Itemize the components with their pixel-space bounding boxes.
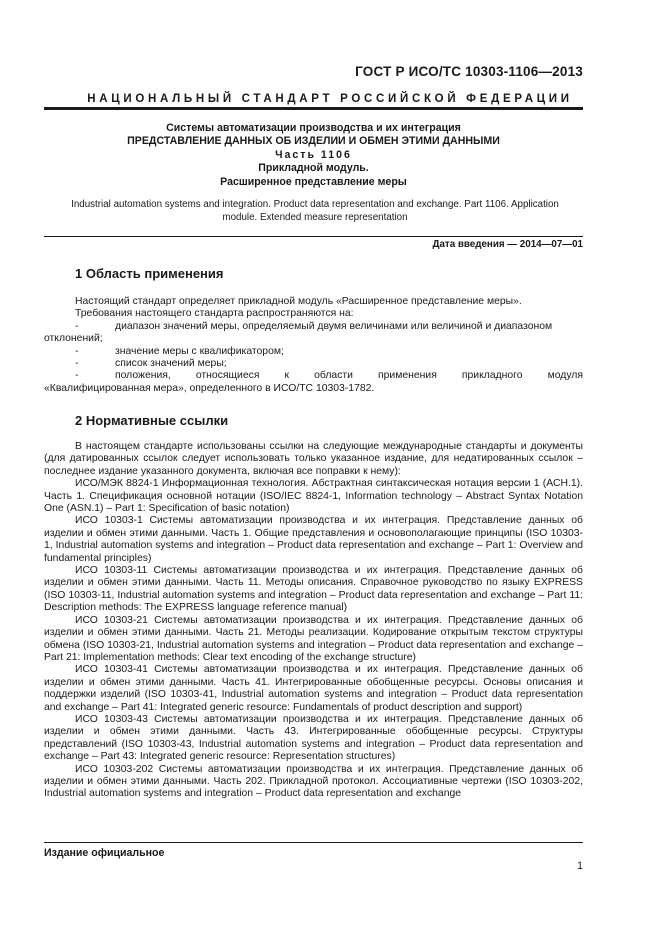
title-line-4: Прикладной модуль. <box>258 162 369 175</box>
list-item-text: положения, относящиеся к области применения прикладного модуля <box>115 370 583 382</box>
section-1-body <box>44 296 583 395</box>
section-1-heading: 1 Область применения <box>75 266 224 281</box>
section-1-paragraph: Настоящий стандарт определяет прикладной модуль «Расширенное представление меры». <box>75 296 522 307</box>
title-line-5: Расширенное представление меры <box>220 175 407 188</box>
reference-item: ИСО 10303-11 Системы автоматизации производства и их интеграция. Представление данных об изделии и обмен этими данными. Часть 11. Методы описания. Справочное руководство по языку EXPRESS (ISO 10303-11, Industrial automation systems and integration – Product data representation and exchange – Part 11: Description methods: The EXPRESS language reference manual) <box>44 565 583 614</box>
list-dash: - <box>75 370 79 382</box>
effective-date: Дата введения — 2014—07—01 <box>432 239 583 250</box>
header-rule <box>44 107 583 110</box>
list-dash: - <box>75 345 79 357</box>
english-title: Industrial automation systems and integration. Product data representation and exchange. Part 1106. Application module. Extended measure representation <box>71 199 559 223</box>
reference-item: ИСО/МЭК 8824-1 Информационная технология. Абстрактная синтаксическая нотация версии 1 (АСН.1). Часть 1. Спецификация основной нотации (ISO/IEC 8824-1, Information technology – Abstract Syntax Notation One (ASN.1) – Part 1: Specification of basic notation) <box>44 478 583 515</box>
list-item <box>44 321 583 333</box>
title-line-2: ПРЕДСТАВЛЕНИЕ ДАННЫХ ОБ ИЗДЕЛИИ И ОБМЕН ЭТИМИ ДАННЫМИ <box>127 135 500 148</box>
national-standard-heading: НАЦИОНАЛЬНЫЙ СТАНДАРТ РОССИЙСКОЙ ФЕДЕРАЦИИ <box>87 93 573 105</box>
list-dash: - <box>75 358 79 370</box>
standard-code: ГОСТ Р ИСО/ТС 10303-1106—2013 <box>355 64 583 79</box>
list-dash: - <box>75 320 79 332</box>
section-1-paragraph: Требования настоящего стандарта распространяются на: <box>75 308 354 320</box>
list-item <box>44 370 583 382</box>
section-2-intro: В настоящем стандарте использованы ссылки на следующие международные стандарты и документы (для датированных ссылок следует использовать только указанное издание, для недатированных ссылок – последнее издание указанного документа, включая все поправки к нему): <box>44 441 583 477</box>
reference-item: ИСО 10303-1 Системы автоматизации производства и их интеграция. Представление данных об изделии и обмен этими данными. Часть 1. Общие представления и основополагающие принципы (ISO 10303-1, Industrial automation systems and integration – Product data representation and exchange – Part 1: Overview and fundamental principles) <box>44 515 583 564</box>
list-item-text: значение меры с квалификатором; <box>115 345 284 357</box>
section-2-heading: 2 Нормативные ссылки <box>75 413 229 428</box>
footer-rule <box>44 842 583 843</box>
reference-item: ИСО 10303-41 Системы автоматизации производства и их интеграция. Представление данных об изделии и обмен этими данными. Часть 41. Интегрированные обобщенные ресурсы. Основы описания и поддержки изделий (ISO 10303-41, Industrial automation systems and integration – Product data representation and exchange – Part 41: Integrated generic resource: Fundamentals of product description and support) <box>44 664 583 713</box>
section-2-body <box>44 441 583 801</box>
reference-item: ИСО 10303-21 Системы автоматизации производства и их интеграция. Представление данных об изделии и обмен этими данными. Часть 21. Методы реализации. Кодирование открытым текстом структуры обмена (ISO 10303-21, Industrial automation systems and integration – Product data representation and exchange – Part 21: Implementation methods: Clear text encoding of the exchange structure) <box>44 614 583 663</box>
title-block <box>44 122 583 189</box>
reference-item: ИСО 10303-202 Системы автоматизации производства и их интеграция. Представление данных об изделии и обмен этими данными. Часть 202. Прикладной протокол. Ассоциативные чертежи (ISO 10303-202, Industrial automation systems and integration – Product data representation and exchange <box>44 763 583 800</box>
list-item <box>44 346 583 358</box>
title-line-1: Системы автоматизации производства и их интеграция <box>166 122 461 134</box>
page-number: 1 <box>577 860 583 872</box>
title-part-number: Часть 1106 <box>275 148 352 161</box>
list-item-text: диапазон значений меры, определяемый двумя величинами или величиной и диапазоном <box>115 320 553 332</box>
title-rule <box>44 236 583 237</box>
reference-item: ИСО 10303-43 Системы автоматизации производства и их интеграция. Представление данных об изделии и обмен этими данными. Часть 43. Интегрированные обобщенные ресурсы. Структуры представлений (ISO 10303-43, Industrial automation systems and integration – Product data representation and exchange – Part 43: Integrated generic resource: Representation structures) <box>44 713 583 763</box>
list-item-continuation: «Квалифицированная мера», определенного в ИСО/ТС 10303-1782. <box>44 382 375 394</box>
list-item <box>44 358 583 370</box>
list-item-continuation: отклонений; <box>44 333 103 345</box>
edition-label: Издание официальное <box>44 847 165 859</box>
list-item-text: список значений меры; <box>115 358 227 370</box>
